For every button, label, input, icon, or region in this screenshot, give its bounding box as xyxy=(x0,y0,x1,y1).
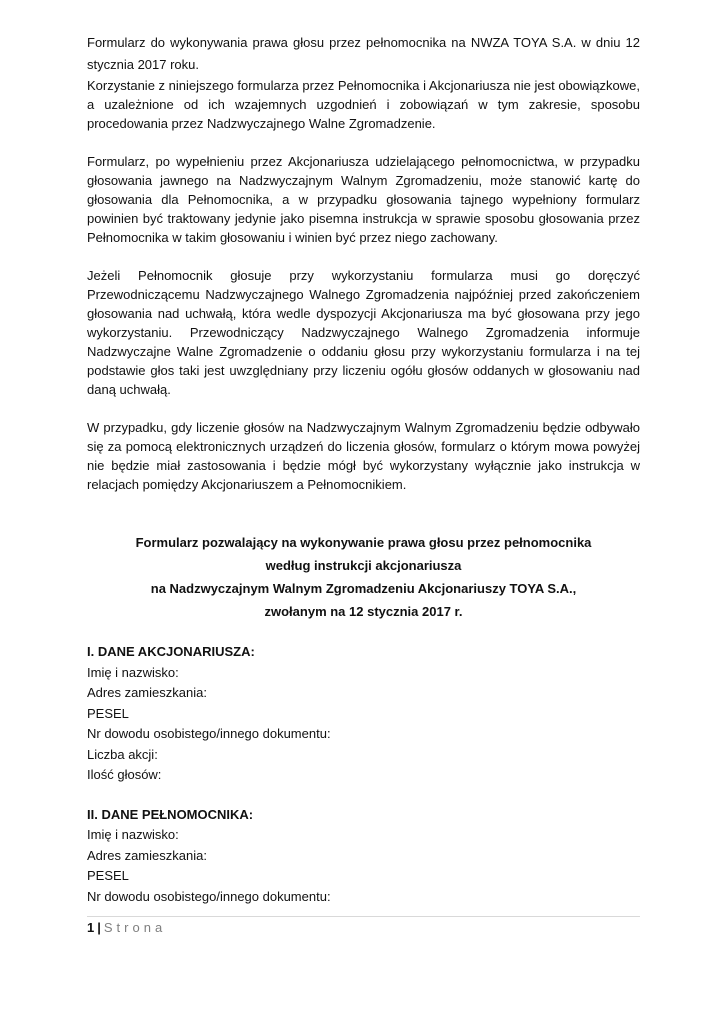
proxy-name-field: Imię i nazwisko: xyxy=(87,827,179,842)
shareholder-id-document-field: Nr dowodu osobistego/innego dokumentu: xyxy=(87,726,331,741)
document-body xyxy=(87,32,640,907)
intro-paragraph-1: Korzystanie z niniejszego formularza przez Pełnomocnika i Akcjonariusza nie jest obowiązkowe, a uzależnione od ich wzajemnych uzgodnień i zobowiązań w tym zakresie, sposobu procedowania przez Nadzwyczajnego Walne Zgromadzenie. xyxy=(87,78,640,131)
shareholder-share-count-field: Liczba akcji: xyxy=(87,746,158,762)
shareholder-pesel-field: PESEL xyxy=(87,705,129,721)
spacer xyxy=(87,247,640,266)
shareholder-section xyxy=(87,642,640,786)
form-title-line-4: zwołanym na 12 stycznia 2017 r. xyxy=(264,604,463,619)
form-title-line-3: na Nadzwyczajnym Walnym Zgromadzeniu Akcjonariuszy TOYA S.A., xyxy=(150,581,577,596)
page-label: Strona xyxy=(103,920,167,935)
proxy-address-field: Adres zamieszkania: xyxy=(87,847,207,863)
intro-paragraph-4: W przypadku, gdy liczenie głosów na Nadzwyczajnym Walnym Zgromadzeniu będzie odbywało się za pomocą elektronicznych urządzeń do liczenia głosów, formularz o którym mowa powyżej nie będzie miał zastosowania i będzie mógł być wykorzystany wyłącznie jako instrukcja w relacjach pomiędzy Akcjonariuszem a Pełnomocnikiem. xyxy=(87,420,640,492)
form-title-line-2: według instrukcji akcjonariusza xyxy=(265,558,462,573)
shareholder-name-field: Imię i nazwisko: xyxy=(87,664,179,680)
proxy-pesel-field: PESEL xyxy=(87,868,129,883)
intro-paragraph-3: Jeżeli Pełnomocnik głosuje przy wykorzystaniu formularza musi go doręczyć Przewodniczącemu Nadzwyczajnego Walnego Zgromadzenia najpóźniej przed zakończeniem głosowania nad uchwałą, która wedle dyspozycji Akcjonariusza ma być głosowana przy jego wykorzystaniu. Przewodniczący Nadzwyczajnego Walnego Zgromadzenia informuje Nadzwyczajne Walne Zgromadzenie o oddaniu głosu przy wykorzystaniu formularza i na tej podstawie głos taki jest uwzględniany przy liczeniu ogółu głosów oddanych w głosowaniu nad daną uchwałą. xyxy=(87,268,640,397)
form-title xyxy=(87,531,640,623)
footer-separator: | xyxy=(97,920,101,935)
shareholder-section-heading: I. DANE AKCJONARIUSZA: xyxy=(87,644,255,659)
spacer xyxy=(87,623,640,642)
page-footer xyxy=(87,916,640,937)
proxy-id-document-field: Nr dowodu osobistego/innego dokumentu: xyxy=(87,888,331,904)
shareholder-address-field: Adres zamieszkania: xyxy=(87,685,207,700)
page-number: 1 xyxy=(87,920,95,935)
spacer xyxy=(87,494,640,531)
proxy-section xyxy=(87,805,640,908)
proxy-section-heading: II. DANE PEŁNOMOCNIKA: xyxy=(87,806,254,822)
document-title-line: Formularz do wykonywania prawa głosu przez pełnomocnika na NWZA TOYA S.A. w dniu 12 stycznia 2017 roku. xyxy=(87,35,640,72)
form-title-line-1: Formularz pozwalający na wykonywanie prawa głosu przez pełnomocnika xyxy=(135,535,592,550)
spacer xyxy=(87,786,640,805)
shareholder-vote-count-field: Ilość głosów: xyxy=(87,767,162,782)
spacer xyxy=(87,399,640,418)
intro-paragraph-2: Formularz, po wypełnieniu przez Akcjonariusza udzielającego pełnomocnictwa, w przypadku głosowania jawnego na Nadzwyczajnym Walnym Zgromadzeniu, może stanowić kartę do głosowania dla Pełnomocnika, a w przypadku głosowania tajnego wypełniony formularz powinien być traktowany jedynie jako pisemna instrukcja w sprawie sposobu głosowania przez Pełnomocnika w takim głosowaniu i winien być przez niego zachowany. xyxy=(87,154,640,245)
spacer xyxy=(87,133,640,152)
